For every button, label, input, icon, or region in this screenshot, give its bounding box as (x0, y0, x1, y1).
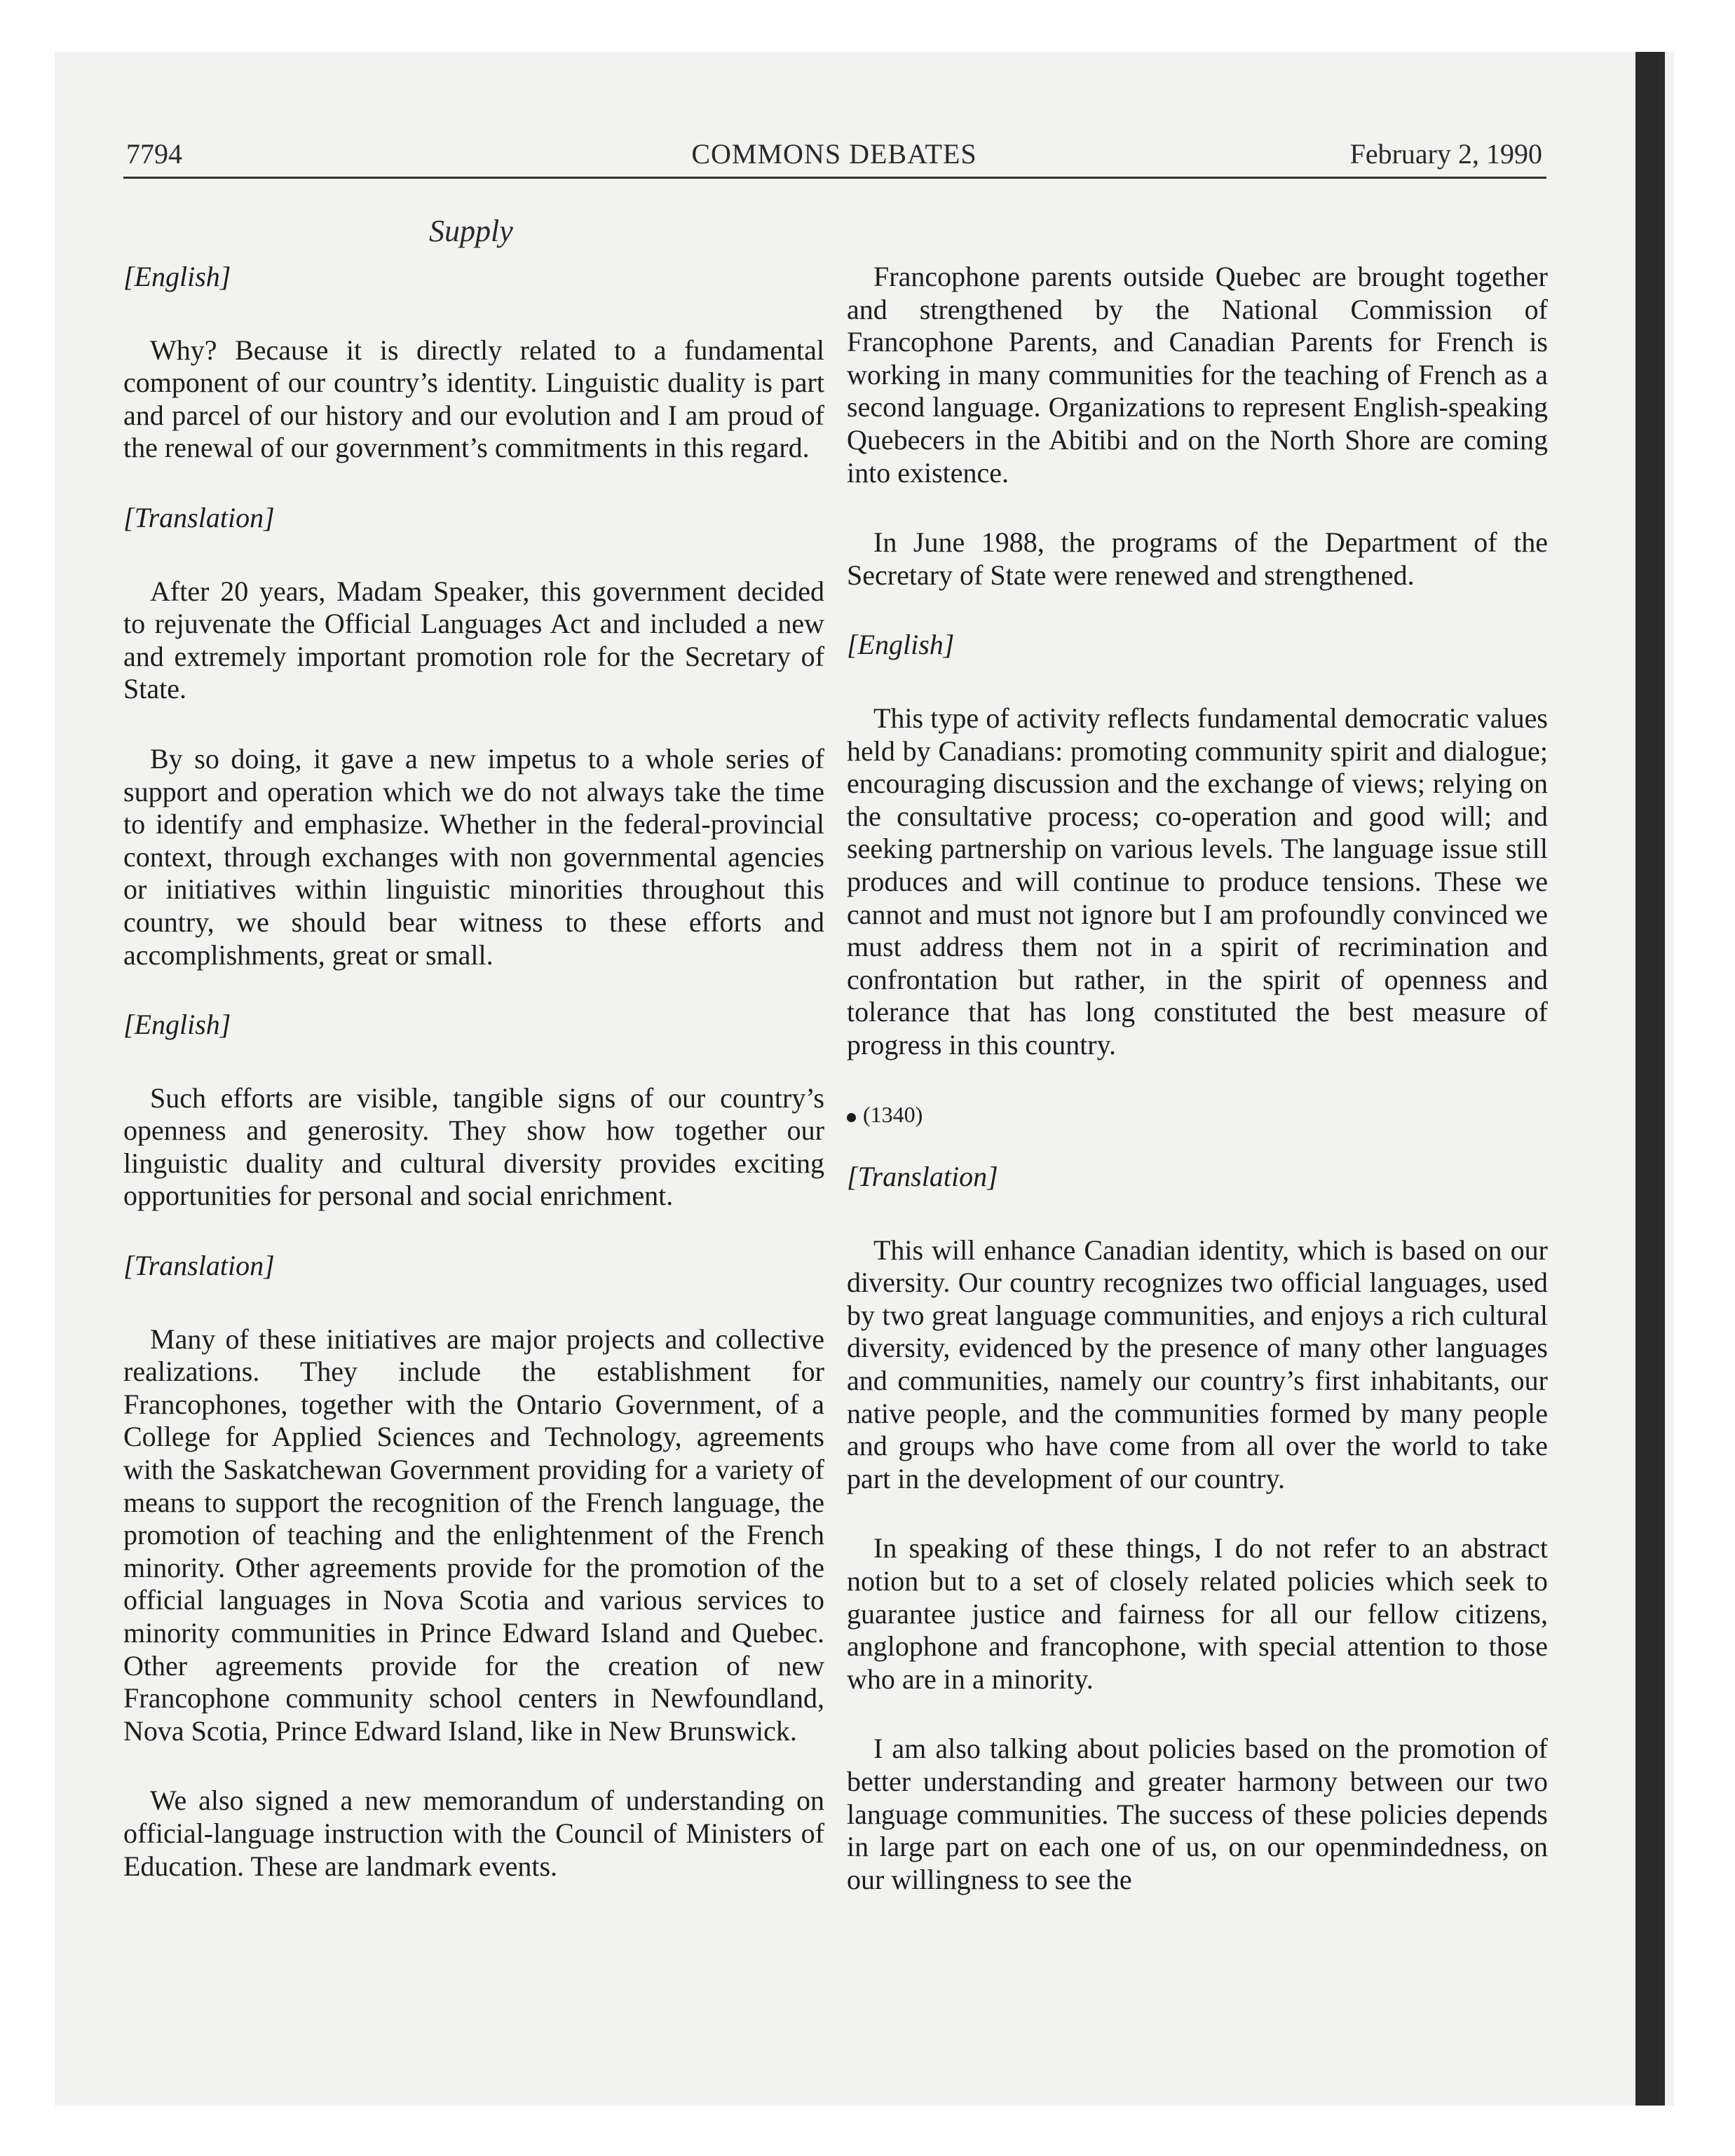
paragraph: This will enhance Canadian identity, which is based on our diversity. Our country recognizes two official languages, used by two great language communities, and enjoys a rich cultural diversity, evidenced by the presence of many other languages and communities, namely our country’s first inhabitants, our native people, and the communities formed by many people and groups who have come from all over the world to take part in the development of our country. (847, 1234, 1548, 1494)
paragraph: After 20 years, Madam Speaker, this government decided to rejuvenate the Official Languages Act and included a new and extremely important promotion role for the Secretary of State. (123, 575, 824, 705)
right-column (847, 261, 1548, 1933)
page-number: 7794 (126, 138, 182, 170)
paragraph: In June 1988, the programs of the Department of the Secretary of State were renewed and strengthened. (847, 526, 1548, 591)
language-tag: [English] (123, 1009, 231, 1041)
language-tag: [English] (123, 261, 231, 292)
paragraph: Such efforts are visible, tangible signs of our country’s openness and generosity. They show how together our linguistic duality and cultural diversity provides exciting opportunities for personal and social enrichment. (123, 1082, 824, 1212)
bullet-icon (847, 1113, 856, 1122)
paragraph: We also signed a new memorandum of understanding on official-language instruction with the Council of Ministers of Education. These are landmark events. (123, 1785, 824, 1882)
running-header (126, 137, 1542, 179)
paragraph: In speaking of these things, I do not refer to an abstract notion but to a set of closely related policies which seek to guarantee justice and fairness for all our fellow citizens, anglophone and francophone, with special attention to those who are in a minority. (847, 1532, 1548, 1695)
paragraph: By so doing, it gave a new impetus to a whole series of support and operation which we do not always take the time to identify and emphasize. Whether in the federal-provincial context, through exchanges with non governmental agencies or initiatives within linguistic minorities throughout this country, we should bear witness to these efforts and accomplishments, great or small. (123, 742, 824, 971)
language-tag: [Translation] (123, 1250, 275, 1282)
language-tag: [English] (847, 629, 955, 661)
paragraph: This type of activity reflects fundamental democratic values held by Canadians: promoting community spirit and dialogue; encouraging discussion and the exchange of views; relying on the consultative process; co-operation and good will; and seeking partnership on various levels. The language issue still produces and will continue to produce tensions. These we cannot and must not ignore but I am profoundly convinced we must address them not in a spirit of recrimination and confrontation but rather, in the spirit of openness and tolerance that has long constituted the best measure of progress in this country. (847, 702, 1548, 1060)
section-title: Supply (429, 214, 513, 248)
paragraph: Francophone parents outside Quebec are brought together and strengthened by the National Commission of Francophone Parents, and Canadian Parents for French is working in many communities for the teaching of French as a second language. Organizations to represent English-speaking Quebecers in the Abitibi and on the North Shore are coming into existence. (847, 261, 1548, 489)
time-marker-text: (1340) (863, 1102, 923, 1128)
left-column (123, 261, 824, 1920)
time-marker (847, 1098, 1548, 1131)
language-tag: [Translation] (847, 1161, 998, 1193)
paragraph: Why? Because it is directly related to a fundamental component of our country’s identity. Linguistic duality is part and parcel of our history and our evolution and I am proud of the renewal of our government’s commitments in this regard. (123, 334, 824, 464)
paragraph: Many of these initiatives are major projects and collective realizations. They include the establishment for Francophones, together with the Ontario Government, of a College for Applied Sciences and Technology, agreements with the Saskatchewan Government providing for a variety of means to support the recognition of the French language, the promotion of teaching and the enlightenment of the French minority. Other agreements provide for the promotion of the official languages in Nova Scotia and various services to minority communities in Prince Edward Island and Quebec. Other agreements provide for the creation of new Francophone community school centers in Newfoundland, Nova Scotia, Prince Edward Island, like in New Brunswick. (123, 1323, 824, 1747)
header-rule (123, 177, 1546, 179)
publication-date: February 2, 1990 (1349, 138, 1542, 170)
language-tag: [Translation] (123, 501, 275, 533)
publication-title: COMMONS DEBATES (691, 138, 977, 170)
paragraph: I am also talking about policies based on the promotion of better understanding and greater harmony between our two language communities. The success of these policies depends in large part on each one of us, on our openmindedness, on our willingness to see the (847, 1733, 1548, 1895)
binding-edge (1635, 52, 1665, 2106)
